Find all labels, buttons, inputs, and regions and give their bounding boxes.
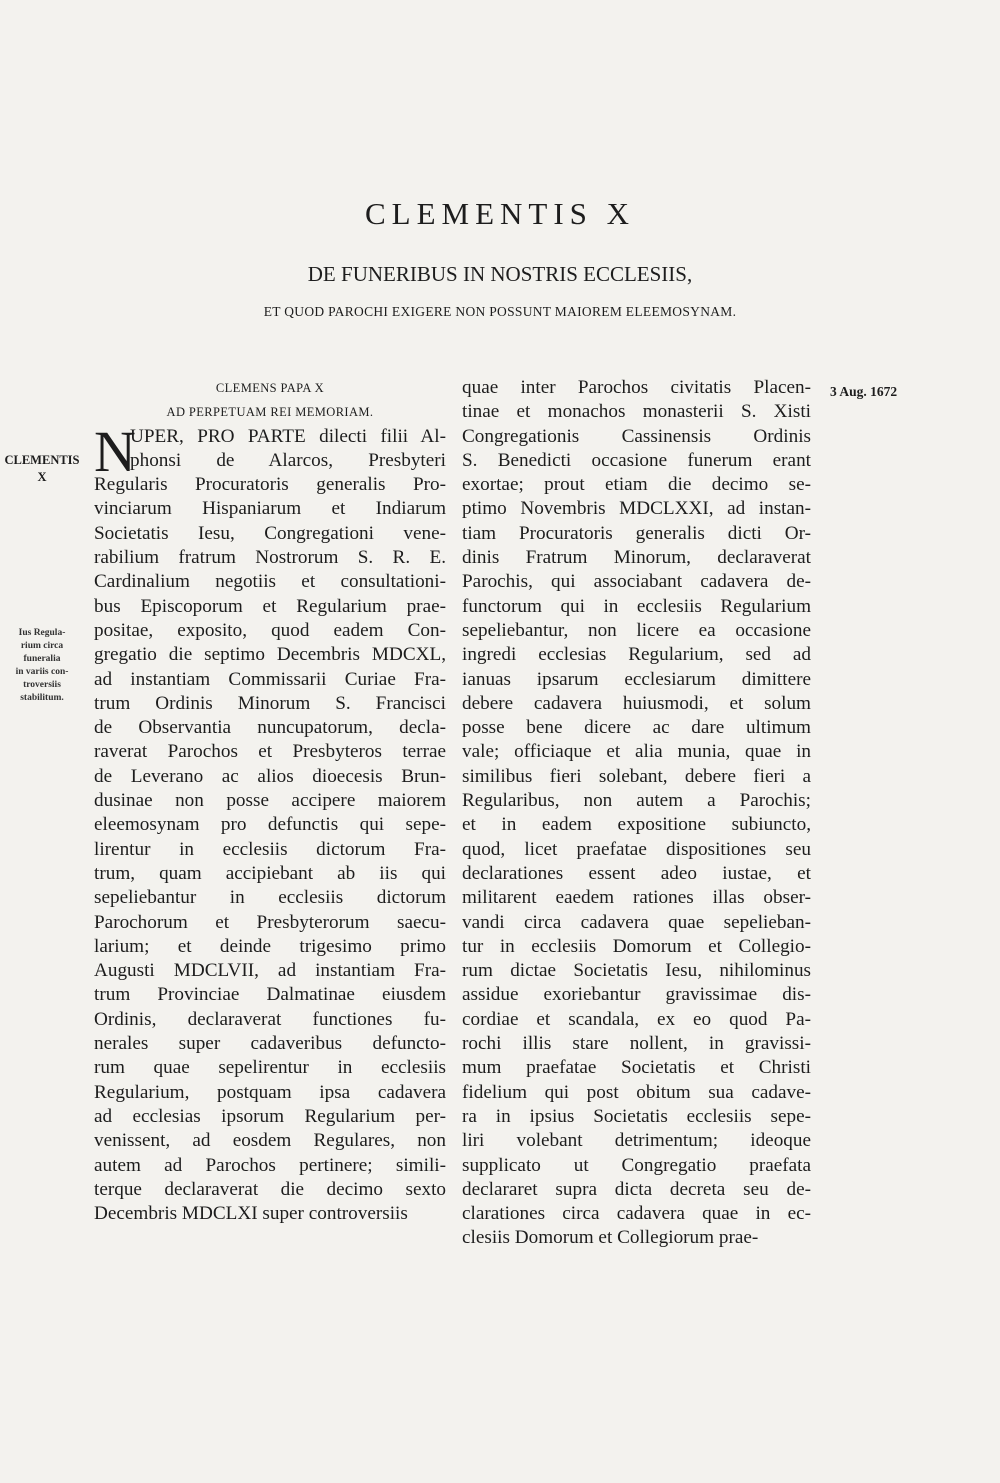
left-column xyxy=(94,376,446,1226)
text-line: et in eadem expositione subiuncto, xyxy=(462,814,811,836)
margin-running-head xyxy=(2,452,82,486)
text-line: terque declaraverat die decimo sexto xyxy=(94,1178,446,1200)
text-line: UPER, PRO PARTE dilecti filii Al- xyxy=(130,425,446,447)
margin-date: 3 Aug. 1672 xyxy=(830,384,898,399)
text-line: rum quae sepelirentur in ecclesiis xyxy=(94,1057,446,1079)
right-column xyxy=(462,376,811,1251)
text-line: tur in ecclesiis Domorum et Collegio- xyxy=(462,935,811,957)
margin-note xyxy=(2,627,82,705)
text-line: Ordinis, declaraverat functiones fu- xyxy=(94,1008,446,1030)
text-line: ptimo Novembris MDCLXXI, ad instan- xyxy=(462,498,811,520)
text-line: quae inter Parochos civitatis Placen- xyxy=(462,377,811,398)
text-line: debere cadavera huiusmodi, et solum xyxy=(462,692,811,714)
text-line: Augusti MDCLVII, ad instantiam Fra- xyxy=(94,960,446,982)
margin-head-line: CLEMENTIS xyxy=(4,453,80,467)
text-line: exortae; prout etiam die decimo se- xyxy=(462,474,811,496)
body-text-left xyxy=(94,418,446,1227)
salutation-line: CLEMENS PAPA X xyxy=(215,381,325,395)
text-line: vandi circa cadavera quae sepelieban- xyxy=(462,911,811,933)
document-subheading: ET QUOD PAROCHI EXIGERE NON POSSUNT MAIOREM ELEEMOSYNAM. xyxy=(263,304,737,319)
text-line: Cardinalium negotiis et consultationi- xyxy=(94,571,446,593)
text-line: gregatio die septimo Decembris MDCXL, xyxy=(94,644,446,666)
text-line: trum, quam accipiebant ab iis qui xyxy=(94,862,446,884)
text-line: Societatis Iesu, Congregationi vene- xyxy=(94,522,446,544)
salutation-line: AD PERPETUAM REI MEMORIAM. xyxy=(166,405,374,420)
text-line: rochi illis stare nollent, in gravissi- xyxy=(462,1033,811,1055)
margin-note-line: troversiis xyxy=(23,680,61,690)
text-line: posse bene dicere ac dare ultimum xyxy=(462,717,811,739)
text-line: dinis Fratrum Minorum, declaraverat xyxy=(462,547,811,569)
text-line: clesiis Domorum et Collegiorum prae- xyxy=(462,1227,759,1249)
text-line: trum Ordinis Minorum S. Francisci xyxy=(94,692,446,714)
text-line: trum Provinciae Dalmatinae eiusdem xyxy=(94,984,446,1006)
text-line: S. Benedicti occasione funerum erant xyxy=(462,449,811,471)
text-line: lirentur in ecclesiis dictorum Fra- xyxy=(94,838,446,860)
margin-note-line: rium circa xyxy=(20,641,64,651)
text-line: supplicato ut Congregatio praefata xyxy=(462,1154,811,1176)
text-line: bus Episcoporum et Regularium prae- xyxy=(94,595,446,617)
text-line: liri volebant detrimentum; ideoque xyxy=(462,1130,811,1152)
text-line: Regularis Procuratoris generalis Pro- xyxy=(94,474,446,496)
text-line: sepeliebantur, non licere ea occasione xyxy=(462,619,811,641)
text-line: assidue exoriebantur gravissimae dis- xyxy=(462,984,811,1006)
text-line: tiam Procuratoris generalis dicti Or- xyxy=(462,522,811,544)
text-line: sepeliebantur in ecclesiis dictorum xyxy=(94,887,446,909)
text-line: declararet supra dicta decreta seu de- xyxy=(462,1178,811,1200)
text-line: Regularibus, non autem a Parochis; xyxy=(462,790,811,812)
text-line: declarationes essent adeo iustae, et xyxy=(462,862,811,884)
margin-note-line: funeralia xyxy=(23,654,61,664)
text-line: fidelium qui post obitum sua cadave- xyxy=(462,1081,811,1103)
text-line: quod, licet praefatae dispositiones seu xyxy=(462,838,811,860)
text-line: ingredi ecclesias Regularium, sed ad xyxy=(462,644,811,666)
text-line: vale; officiaque et alia munia, quae in xyxy=(462,741,811,763)
text-line: Regularium, postquam ipsa cadavera xyxy=(94,1081,446,1103)
document-subtitle: DE FUNERIBUS IN NOSTRIS ECCLESIIS, xyxy=(307,262,693,286)
body-text-right xyxy=(462,376,811,1251)
text-line: Congregationis Cassinensis Ordinis xyxy=(462,425,811,447)
text-line: ra in ipsius Societatis ecclesiis sepe- xyxy=(462,1105,811,1127)
text-line: ad ecclesias ipsorum Regularium per- xyxy=(94,1105,446,1127)
text-line: dusinae non posse accipere maiorem xyxy=(94,790,446,812)
text-line: phonsi de Alarcos, Presbyteri xyxy=(130,449,446,471)
text-line: de Leverano ac alios dioecesis Brun- xyxy=(94,765,446,787)
margin-note-line: stabilitum. xyxy=(20,693,64,703)
margin-note-line: Ius Regula- xyxy=(18,628,66,638)
drop-cap: N xyxy=(94,418,136,484)
text-line: mum praefatae Societatis et Christi xyxy=(462,1057,811,1079)
text-line: Parochis, qui associabant cadavera de- xyxy=(462,571,811,593)
text-line: similibus fieri solebant, debere fieri a xyxy=(462,765,811,787)
text-line: larium; et deinde trigesimo primo xyxy=(94,935,446,957)
text-line: eleemosynam pro defunctis qui sepe- xyxy=(94,814,446,836)
text-line: nerales super cadaveribus defuncto- xyxy=(94,1033,446,1055)
text-line: autem ad Parochos pertinere; simili- xyxy=(94,1154,446,1176)
text-line: ad instantiam Commissarii Curiae Fra- xyxy=(94,668,446,690)
text-line: Parochorum et Presbyterorum saecu- xyxy=(94,911,446,933)
text-line: positae, exposito, quod eadem Con- xyxy=(94,619,446,641)
text-line: tinae et monachos monasterii S. Xisti xyxy=(462,401,811,423)
text-line: rum dictae Societatis Iesu, nihilominus xyxy=(462,960,811,982)
text-line: cordiae et scandala, ex eo quod Pa- xyxy=(462,1008,811,1030)
page-title: CLEMENTIS X xyxy=(364,196,636,231)
text-line: raverat Parochos et Presbyteros terrae xyxy=(94,741,446,763)
text-line: venissent, ad eosdem Regulares, non xyxy=(94,1130,446,1152)
text-line: functorum qui in ecclesiis Regularium xyxy=(462,595,811,617)
margin-note-line: in variis con- xyxy=(15,667,69,677)
text-line: de Observantia nuncupatorum, decla- xyxy=(94,717,446,739)
text-line: clarationes circa cadavera quae in ec- xyxy=(462,1203,811,1225)
margin-head-line: X xyxy=(37,470,47,484)
text-line: militarent eaedem rationes illas obser- xyxy=(462,887,811,909)
text-line: vinciarum Hispaniarum et Indiarum xyxy=(94,498,446,520)
text-line: Decembris MDCLXI super controversiis xyxy=(94,1203,408,1225)
text-line: ianuas ipsarum ecclesiarum dimittere xyxy=(462,668,811,690)
text-line: rabilium fratrum Nostrorum S. R. E. xyxy=(94,547,446,569)
